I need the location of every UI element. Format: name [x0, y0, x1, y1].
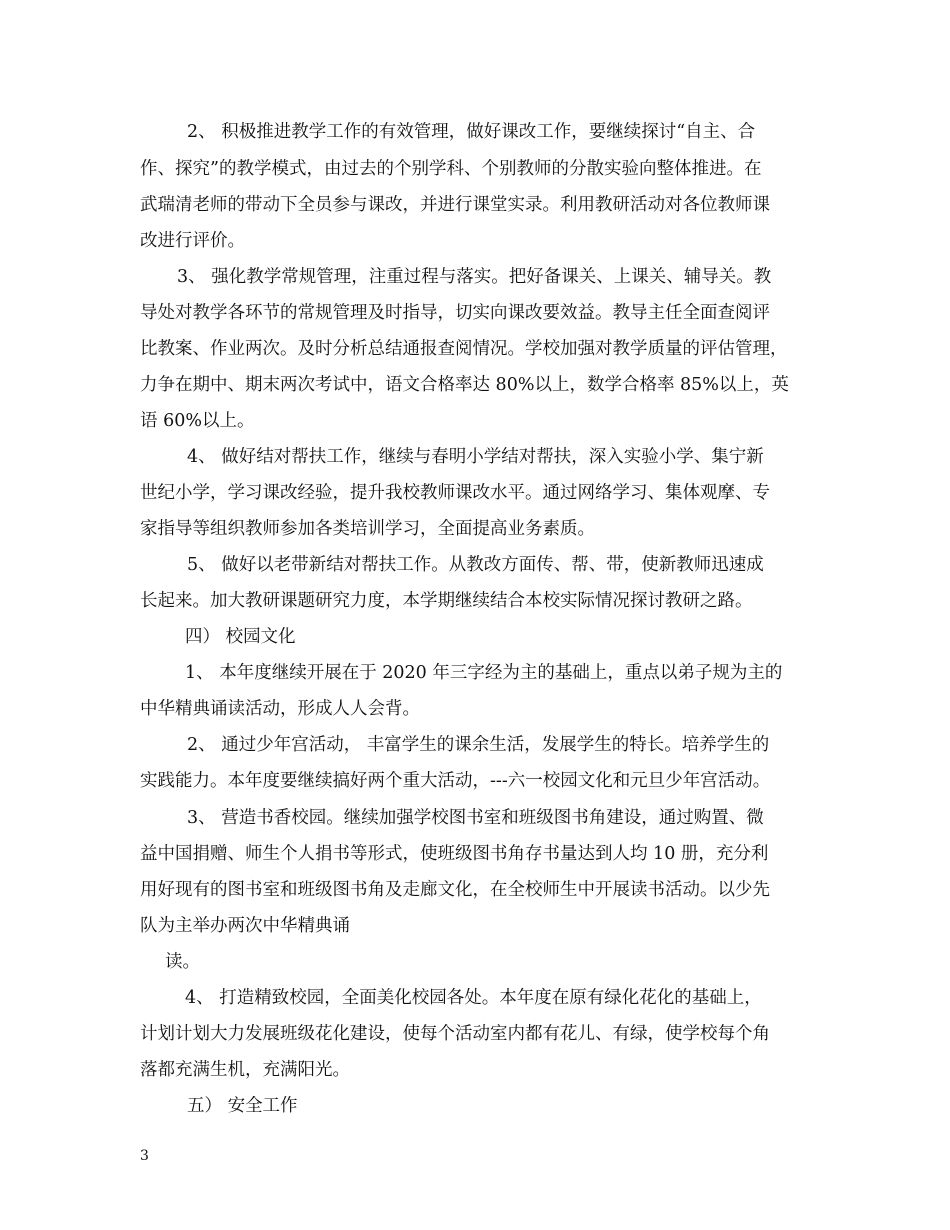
text-line: 3、 营造书香校园。继续加强学校图书室和班级图书角建设，通过购置、微 [187, 808, 764, 828]
text-line: 改进行评价。 [140, 231, 245, 251]
text-line: 3、 强化教学常规管理，注重过程与落实。把好备课关、上课关、辅导关。教 [177, 267, 772, 287]
text-line: 队为主举办两次中华精典诵 [140, 916, 350, 936]
text-line: 4、 做好结对帮扶工作，继续与春明小学结对帮扶，深入实验小学、集宁新 [187, 447, 764, 467]
text-line: 2、 通过少年宫活动， 丰富学生的课余生活，发展学生的特长。培养学生的 [187, 735, 770, 755]
section-heading: 五） 安全工作 [187, 1096, 298, 1116]
page-number: 3 [140, 1148, 149, 1164]
text-line: 5、 做好以老带新结对帮扶工作。从教改方面传、帮、带，使新教师迅速成 [187, 555, 764, 575]
text-line: 1、 本年度继续开展在于 2020 年三字经为主的基础上，重点以弟子规为主的 [185, 663, 783, 683]
section-heading: 四） 校园文化 [185, 627, 296, 647]
text-line: 导处对教学各环节的常规管理及时指导，切实向课改要效益。教导主任全面查阅评 [140, 303, 770, 323]
text-line: 力争在期中、期末两次考试中，语文合格率达 80%以上，数学合格率 85%以上，英 [140, 375, 789, 395]
text-line: 家指导等组织教师参加各类培训学习，全面提高业务素质。 [140, 519, 595, 539]
text-line: 武瑞清老师的带动下全员参与课改，并进行课堂实录。利用教研活动对各位教师课 [140, 195, 770, 215]
text-line: 4、 打造精致校园，全面美化校园各处。本年度在原有绿化花化的基础上， [185, 988, 762, 1008]
text-line: 读。 [165, 952, 200, 972]
text-line: 益中国捐赠、师生个人捐书等形式，使班级图书角存书量达到人均 10 册，充分利 [140, 844, 769, 864]
text-line: 2、 积极推进教学工作的有效管理，做好课改工作，要继续探讨“自主、合 [187, 122, 756, 142]
text-line: 比教案、作业两次。及时分析总结通报查阅情况。学校加强对教学质量的评估管理， [140, 339, 788, 359]
text-line: 落都充满生机，充满阳光。 [140, 1060, 350, 1080]
text-line: 语 60%以上。 [140, 411, 255, 431]
text-line: 长起来。加大教研课题研究力度，本学期继续结合本校实际情况探讨教研之路。 [140, 591, 753, 611]
text-line: 实践能力。本年度要继续搞好两个重大活动，---六一校园文化和元旦少年宫活动。 [140, 771, 771, 791]
text-line: 中华精典诵读活动，形成人人会背。 [140, 699, 420, 719]
text-line: 计划计划大力发展班级花化建设，使每个活动室内都有花儿、有绿，使学校每个角 [140, 1024, 770, 1044]
text-line: 作、探究”的教学模式，由过去的个别学科、个别教师的分散实验向整体推进。在 [140, 159, 762, 179]
text-line: 用好现有的图书室和班级图书角及走廊文化，在全校师生中开展读书活动。以少先 [140, 880, 770, 900]
text-line: 世纪小学，学习课改经验，提升我校教师课改水平。通过网络学习、集体观摩、专 [140, 483, 770, 503]
